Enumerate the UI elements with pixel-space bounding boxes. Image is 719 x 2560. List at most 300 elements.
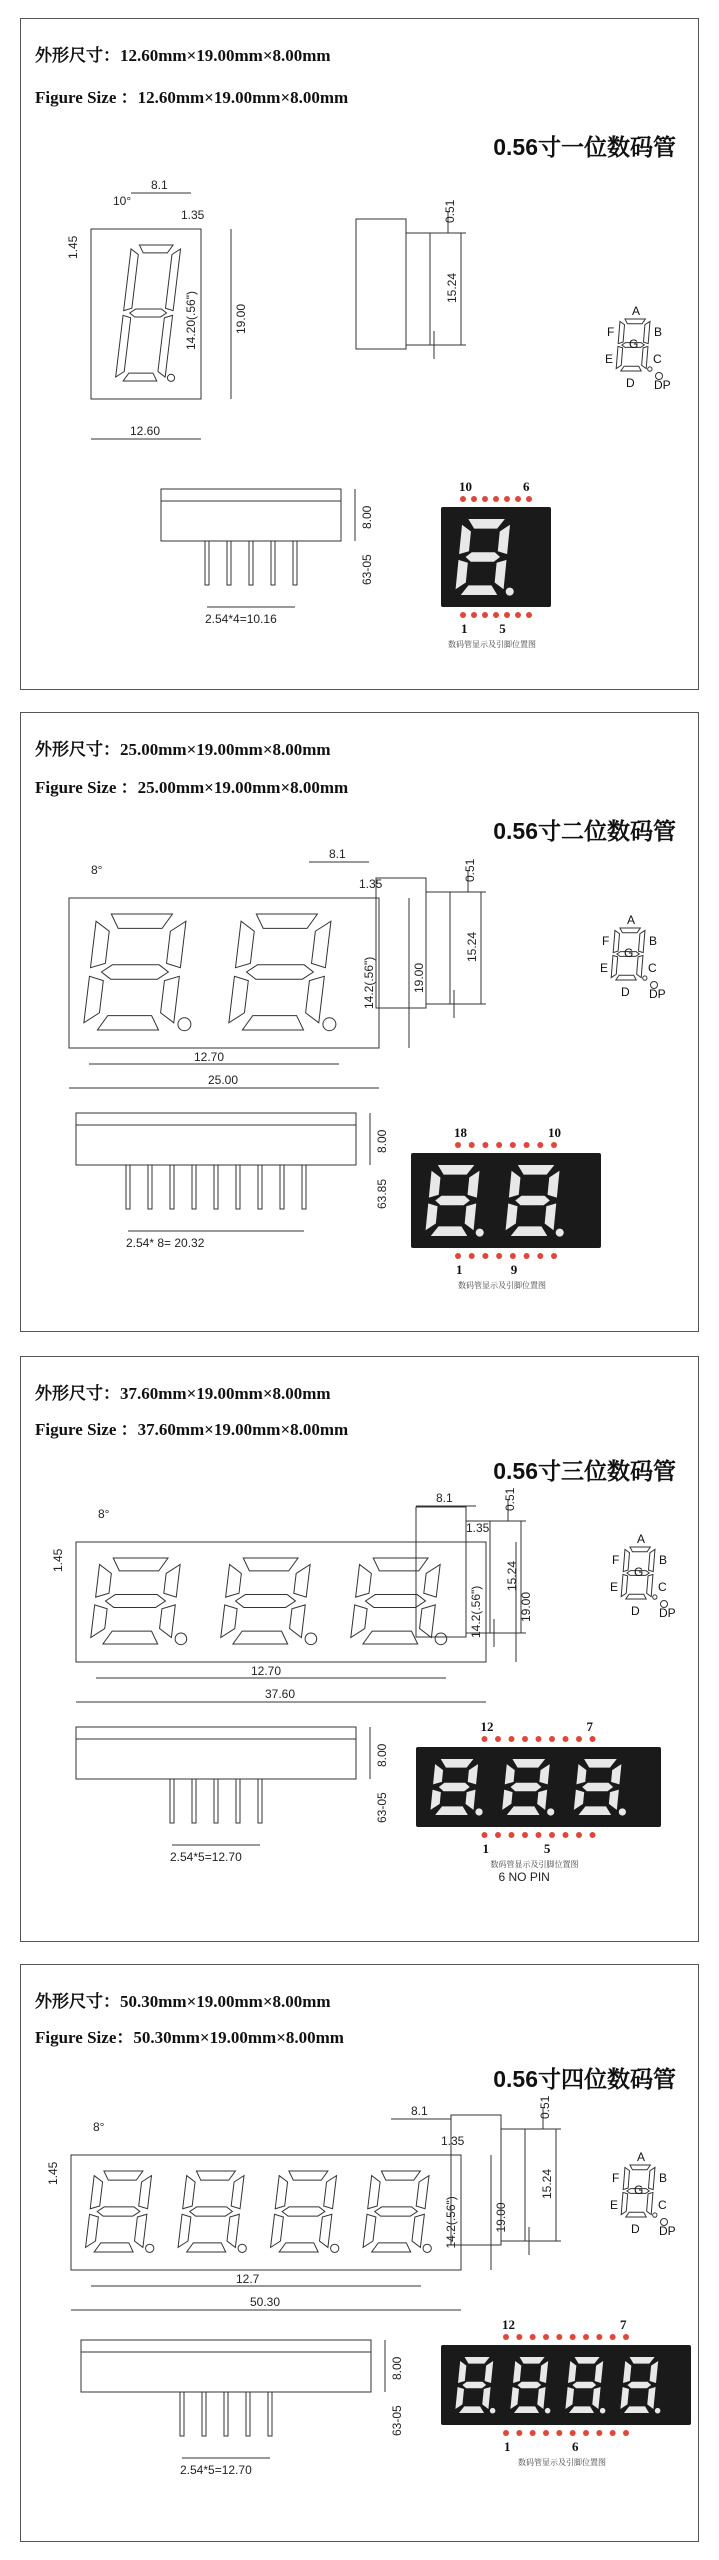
pin-dot-top xyxy=(551,1142,557,1148)
pin-num-bottom-last: 9 xyxy=(510,1262,518,1277)
label-d: D xyxy=(631,1604,640,1618)
panel-1-digit xyxy=(20,18,699,690)
label-e: E xyxy=(610,1580,619,1594)
dim-angle-label: 8° xyxy=(98,1507,110,1521)
display-caption: 数码管显示及引脚位置图 xyxy=(490,1860,579,1869)
label-c: C xyxy=(658,1580,667,1594)
pin-dot-top xyxy=(516,2334,522,2340)
pin-dot-top xyxy=(543,2334,549,2340)
pin-dot-bottom xyxy=(549,1832,555,1838)
label-d: D xyxy=(626,376,635,390)
pin-dot-bottom xyxy=(522,1832,528,1838)
seg-c xyxy=(647,1574,653,1596)
pin-dot-bottom xyxy=(495,1832,501,1838)
seg-b xyxy=(324,2176,337,2209)
dim-bottom-h-label: 8.00 xyxy=(390,2356,404,2380)
dim-left-label: 1.45 xyxy=(51,1548,65,1572)
led-seg-g xyxy=(435,1196,470,1206)
seg-c xyxy=(642,346,648,368)
dim-angle-label: 8° xyxy=(91,863,103,877)
pin-dot-bottom xyxy=(493,612,499,618)
label-g: G xyxy=(629,337,639,351)
pin-dot-bottom xyxy=(590,1832,596,1838)
pin-lead xyxy=(302,1165,306,1209)
pin-num-top-last: 6 xyxy=(523,479,530,494)
seg-e xyxy=(84,976,103,1022)
dim-pitch-label: 8.1 xyxy=(151,178,168,192)
seg-d xyxy=(242,1016,303,1030)
pin-dot-top xyxy=(570,2334,576,2340)
pin-dot-top xyxy=(522,1736,528,1742)
seg-e xyxy=(621,2192,627,2214)
seg-b xyxy=(649,2167,655,2189)
pin-dot-top xyxy=(471,496,477,502)
label-d: D xyxy=(631,2222,640,2236)
label-f: F xyxy=(612,1553,620,1567)
size-en: Figure Size ：25.00mm×19.00mm×8.00mm xyxy=(35,778,349,797)
bottom-body xyxy=(76,1727,356,1779)
dim-width-label: 37.60 xyxy=(265,1687,296,1701)
pin-dot-bottom xyxy=(596,2430,602,2436)
seg-f xyxy=(96,1564,112,1597)
label-dp: DP xyxy=(649,987,666,1001)
label-g: G xyxy=(634,1565,644,1579)
pin-lead xyxy=(214,1165,218,1209)
led-seg-g xyxy=(517,2382,541,2389)
pin-dot-top xyxy=(524,1142,530,1148)
dim-height-label: 19.00 xyxy=(412,962,426,993)
pin-dot-top xyxy=(504,496,510,502)
seg-dp xyxy=(423,2244,431,2252)
display-caption: 数码管显示及引脚位置图 xyxy=(458,1281,546,1290)
seg-dp xyxy=(238,2244,246,2252)
dim-digit-h-label: 14.20(.56") xyxy=(184,291,198,350)
dim-side-mid-label: 15.24 xyxy=(505,1560,519,1591)
pin-dot-bottom xyxy=(509,1832,515,1838)
dim-pin-len-label: 63.85 xyxy=(375,1178,389,1209)
label-c: C xyxy=(658,2198,667,2212)
seg-a xyxy=(625,319,645,324)
label-c: C xyxy=(653,352,662,366)
label-e: E xyxy=(610,2198,619,2212)
seg-e xyxy=(91,1605,107,1638)
label-d: D xyxy=(621,985,630,999)
pin-dot-bottom xyxy=(526,612,532,618)
pin-lead xyxy=(271,541,275,585)
pin-dot-top xyxy=(590,1736,596,1742)
seg-dp xyxy=(178,1018,191,1031)
panel-2-digit xyxy=(20,712,699,1332)
pin-num-bottom-last: 6 xyxy=(572,2439,579,2454)
dim-pin-pitch-label: 2.54* 8= 20.32 xyxy=(126,1236,205,1250)
led-seg-g xyxy=(510,1783,541,1792)
pin-lead xyxy=(205,541,209,585)
pin-num-top-first: 12 xyxy=(502,2317,515,2332)
seg-a xyxy=(104,2171,143,2180)
dim-pin-len-label: 63-05 xyxy=(375,1792,389,1823)
seg-b xyxy=(416,2176,429,2209)
seg-d xyxy=(626,1594,646,1599)
seg-dp xyxy=(323,1018,336,1031)
panel-title: 0.56寸四位数码管 xyxy=(493,2066,676,2092)
pin-num-top-last: 7 xyxy=(620,2317,627,2332)
label-b: B xyxy=(659,1553,668,1567)
seg-dp xyxy=(305,1633,317,1645)
seg-b xyxy=(649,1549,655,1571)
seg-c xyxy=(134,2214,146,2247)
side-body xyxy=(356,219,406,349)
pin-dot-bottom xyxy=(471,612,477,618)
pin-num-top-first: 10 xyxy=(459,479,472,494)
label-a: A xyxy=(637,2150,646,2164)
label-f: F xyxy=(607,325,615,339)
seg-f xyxy=(235,921,254,967)
pin-dot-top xyxy=(496,1142,502,1148)
panel-3-digit xyxy=(20,1356,699,1942)
seg-g xyxy=(375,2207,418,2216)
dim-spacing-label: 12.70 xyxy=(194,1050,225,1064)
label-a: A xyxy=(627,913,636,927)
seg-d xyxy=(97,1016,158,1030)
led-seg-dp xyxy=(490,2408,496,2414)
pin-dot-bottom xyxy=(510,1253,516,1259)
seg-b xyxy=(312,921,331,967)
pin-dot-top xyxy=(460,496,466,502)
seg-g xyxy=(235,1595,295,1608)
label-b: B xyxy=(649,934,658,948)
seg-f xyxy=(90,2176,102,2209)
label-a: A xyxy=(637,1532,646,1546)
seg-dp xyxy=(653,2213,657,2217)
dim-height-label: 19.00 xyxy=(234,303,248,334)
dim-pin-pitch-label: 2.54*4=10.16 xyxy=(205,612,277,626)
pin-dot-bottom xyxy=(543,2430,549,2436)
pin-num-top-last: 10 xyxy=(548,1125,561,1140)
seg-d xyxy=(187,2243,226,2252)
pin-dot-bottom xyxy=(524,1253,530,1259)
pin-dot-top xyxy=(495,1736,501,1742)
led-seg-g xyxy=(572,2382,596,2389)
dim-digit-h-label: 14.2(.56") xyxy=(469,1585,483,1638)
bottom-body xyxy=(161,489,341,541)
pin-dot-bottom xyxy=(482,612,488,618)
pin-lead xyxy=(224,2392,228,2436)
seg-f xyxy=(183,2176,195,2209)
pin-dot-bottom xyxy=(623,2430,629,2436)
pin-dot-bottom xyxy=(556,2430,562,2436)
label-a: A xyxy=(632,304,641,318)
pin-lead xyxy=(280,1165,284,1209)
seg-d xyxy=(372,2243,411,2252)
seg-f xyxy=(124,249,139,311)
dim-pitch-label: 8.1 xyxy=(329,847,346,861)
panel-4-digit xyxy=(20,1964,699,2542)
pin-dot-top xyxy=(469,1142,475,1148)
led-seg-g xyxy=(627,2382,651,2389)
pin-dot-top xyxy=(493,496,499,502)
seg-g xyxy=(105,1595,165,1608)
seg-d xyxy=(94,2243,133,2252)
seg-a xyxy=(620,928,640,933)
dim-right-label: 1.35 xyxy=(466,1521,490,1535)
pin-lead xyxy=(170,1779,174,1823)
label-e: E xyxy=(605,352,614,366)
seg-b xyxy=(231,2176,244,2209)
seg-a xyxy=(243,1558,298,1571)
dim-right-label: 1.35 xyxy=(441,2134,465,2148)
seg-d xyxy=(626,2212,646,2217)
dim-pitch-label: 8.1 xyxy=(411,2104,428,2118)
seg-g xyxy=(130,309,167,317)
side-body xyxy=(416,1507,466,1637)
seg-e xyxy=(229,976,248,1022)
seg-e xyxy=(616,346,622,368)
dim-pitch-label: 8.1 xyxy=(436,1491,453,1505)
seg-d xyxy=(279,2243,318,2252)
pin-dot-bottom xyxy=(455,1253,461,1259)
dim-digit-h-label: 14.2(.56") xyxy=(444,2196,458,2249)
seg-e xyxy=(178,2214,191,2247)
size-cn: 外形尺寸：25.00mm×19.00mm×8.00mm xyxy=(35,740,331,759)
seg-d xyxy=(363,1631,418,1644)
pin-dot-top xyxy=(556,2334,562,2340)
pin-dot-top xyxy=(583,2334,589,2340)
pin-dot-top xyxy=(537,1142,543,1148)
pin-dot-bottom xyxy=(563,1832,569,1838)
pin-dot-bottom xyxy=(583,2430,589,2436)
no-pin-note: 6 NO PIN xyxy=(498,1870,550,1884)
pin-lead xyxy=(268,2392,272,2436)
seg-dp xyxy=(146,2244,154,2252)
pin-num-top-first: 18 xyxy=(454,1125,467,1140)
seg-a xyxy=(256,914,317,928)
pin-dot-top xyxy=(623,2334,629,2340)
seg-f xyxy=(623,2167,629,2189)
pin-dot-bottom xyxy=(504,612,510,618)
pin-dot-top xyxy=(482,496,488,502)
pin-dot-top xyxy=(530,2334,536,2340)
pin-dot-bottom xyxy=(570,2430,576,2436)
seg-e xyxy=(351,1605,367,1638)
seg-a xyxy=(111,914,172,928)
seg-g xyxy=(246,965,313,979)
pin-lead xyxy=(258,1779,262,1823)
pin-dot-top xyxy=(515,496,521,502)
led-seg-dp xyxy=(506,588,514,596)
seg-c xyxy=(161,976,180,1022)
pin-dot-bottom xyxy=(536,1832,542,1838)
pin-num-top-last: 7 xyxy=(586,1719,593,1734)
seg-dp xyxy=(331,2244,339,2252)
dim-width-label: 25.00 xyxy=(208,1073,239,1087)
seg-d xyxy=(233,1631,288,1644)
seg-b xyxy=(166,249,181,311)
pin-dot-top xyxy=(549,1736,555,1742)
led-seg-g xyxy=(462,2382,486,2389)
label-g: G xyxy=(624,946,634,960)
seg-b xyxy=(167,921,186,967)
seg-b xyxy=(639,930,645,952)
pin-lead xyxy=(192,1165,196,1209)
label-f: F xyxy=(602,934,610,948)
seg-f xyxy=(618,321,624,343)
drawing-2-digit xyxy=(21,713,700,1333)
seg-c xyxy=(637,955,643,977)
pin-dot-top xyxy=(596,2334,602,2340)
seg-e xyxy=(221,1605,237,1638)
seg-f xyxy=(623,1549,629,1571)
front-body xyxy=(69,898,379,1048)
seg-e xyxy=(611,955,617,977)
pin-lead xyxy=(236,1779,240,1823)
seg-g xyxy=(190,2207,233,2216)
seg-e xyxy=(363,2214,376,2247)
size-cn: 外形尺寸：12.60mm×19.00mm×8.00mm xyxy=(35,46,331,65)
pin-num-bottom-first: 1 xyxy=(461,621,468,636)
size-en: Figure Size ：12.60mm×19.00mm×8.00mm xyxy=(35,88,349,107)
led-seg-g xyxy=(466,552,501,562)
pin-lead xyxy=(246,2392,250,2436)
pin-dot-bottom xyxy=(530,2430,536,2436)
seg-e xyxy=(86,2214,99,2247)
led-seg-dp xyxy=(619,1808,626,1815)
pin-num-bottom-last: 5 xyxy=(543,1841,551,1856)
dim-right-label: 1.35 xyxy=(181,208,205,222)
pin-dot-top xyxy=(510,1142,516,1148)
pin-dot-top xyxy=(503,2334,509,2340)
pin-dot-top xyxy=(576,1736,582,1742)
seg-c xyxy=(319,2214,331,2247)
pin-lead xyxy=(258,1165,262,1209)
seg-a xyxy=(630,2165,650,2170)
seg-b xyxy=(644,321,650,343)
dim-side-mid-label: 15.24 xyxy=(465,931,479,962)
drawing-3-digit xyxy=(21,1357,700,1943)
pin-dot-bottom xyxy=(515,612,521,618)
led-seg-dp xyxy=(655,2408,661,2414)
seg-c xyxy=(420,1605,436,1638)
pin-num-top-first: 12 xyxy=(480,1719,494,1734)
pin-dot-bottom xyxy=(537,1253,543,1259)
seg-d xyxy=(621,366,641,371)
pin-lead xyxy=(180,2392,184,2436)
seg-c xyxy=(160,1605,176,1638)
pin-dot-bottom xyxy=(503,2430,509,2436)
seg-f xyxy=(275,2176,287,2209)
pin-dot-bottom xyxy=(482,1832,488,1838)
pin-lead xyxy=(249,541,253,585)
seg-f xyxy=(368,2176,380,2209)
label-dp: DP xyxy=(659,2224,676,2238)
seg-a xyxy=(630,1547,650,1552)
panel-title: 0.56寸二位数码管 xyxy=(493,818,676,844)
seg-a xyxy=(373,1558,428,1571)
seg-a xyxy=(196,2171,235,2180)
seg-f xyxy=(356,1564,372,1597)
dim-angle-label: 10° xyxy=(113,194,132,208)
bottom-body xyxy=(76,1113,356,1165)
dim-width-label: 12.60 xyxy=(130,424,161,438)
dim-left-label: 1.45 xyxy=(46,2161,60,2185)
seg-d xyxy=(103,1631,158,1644)
pin-dot-top xyxy=(526,496,532,502)
drawing-4-digit xyxy=(21,1965,700,2543)
seg-e xyxy=(271,2214,284,2247)
label-dp: DP xyxy=(659,1606,676,1620)
panel-title: 0.56寸一位数码管 xyxy=(493,134,676,160)
pin-lead xyxy=(227,541,231,585)
label-b: B xyxy=(659,2171,668,2185)
dim-pin-len-label: 63-05 xyxy=(390,2405,404,2436)
dim-left-label: 1.45 xyxy=(66,235,80,259)
pin-lead xyxy=(192,1779,196,1823)
pin-num-bottom-last: 5 xyxy=(499,621,506,636)
dim-angle-label: 8° xyxy=(93,2120,105,2134)
pin-lead xyxy=(202,2392,206,2436)
pin-dot-top xyxy=(482,1736,488,1742)
pin-dot-bottom xyxy=(610,2430,616,2436)
seg-a xyxy=(113,1558,168,1571)
led-seg-g xyxy=(439,1783,470,1792)
seg-b xyxy=(294,1564,310,1597)
led-seg-dp xyxy=(476,1229,484,1237)
seg-b xyxy=(139,2176,152,2209)
dim-side-top-label: 0.51 xyxy=(463,858,477,882)
seg-dp xyxy=(653,1595,657,1599)
bottom-body xyxy=(81,2340,371,2392)
seg-c xyxy=(158,315,173,377)
panel-title: 0.56寸三位数码管 xyxy=(493,1458,676,1484)
dim-right-label: 1.35 xyxy=(359,877,383,891)
dim-bottom-h-label: 8.00 xyxy=(375,1743,389,1767)
dim-spacing-label: 12.7 xyxy=(236,2272,260,2286)
dim-digit-h-label: 14.2(.56") xyxy=(362,956,376,1009)
seg-g xyxy=(97,2207,140,2216)
seg-dp xyxy=(167,374,174,381)
dim-side-mid-label: 15.24 xyxy=(540,2168,554,2199)
label-dp: DP xyxy=(654,378,671,392)
pin-dot-top xyxy=(536,1736,542,1742)
pin-dot-top xyxy=(482,1142,488,1148)
pin-dot-bottom xyxy=(482,1253,488,1259)
dim-side-top-label: 0.51 xyxy=(538,2095,552,2119)
pin-dot-bottom xyxy=(551,1253,557,1259)
pin-num-bottom-first: 1 xyxy=(482,1841,489,1856)
led-seg-dp xyxy=(545,2408,551,2414)
pin-num-bottom-first: 1 xyxy=(504,2439,511,2454)
dim-spacing-label: 12.70 xyxy=(251,1664,282,1678)
pin-dot-bottom xyxy=(460,612,466,618)
seg-c xyxy=(306,976,325,1022)
display-caption: 数码管显示及引脚位置图 xyxy=(518,2458,606,2467)
pin-dot-top xyxy=(610,2334,616,2340)
seg-c xyxy=(412,2214,424,2247)
size-en: Figure Size ：37.60mm×19.00mm×8.00mm xyxy=(35,1420,349,1439)
led-seg-g xyxy=(515,1196,550,1206)
led-seg-dp xyxy=(547,1808,554,1815)
seg-c xyxy=(227,2214,239,2247)
dim-bottom-h-label: 8.00 xyxy=(360,505,374,529)
drawing-1-digit xyxy=(21,19,700,691)
seg-dp xyxy=(175,1633,187,1645)
seg-d xyxy=(616,975,636,980)
pin-num-bottom-first: 1 xyxy=(456,1262,463,1277)
size-en: Figure Size：50.30mm×19.00mm×8.00mm xyxy=(35,2028,344,2047)
size-cn: 外形尺寸：50.30mm×19.00mm×8.00mm xyxy=(35,1992,331,2011)
seg-b xyxy=(164,1564,180,1597)
pin-lead xyxy=(126,1165,130,1209)
seg-g xyxy=(282,2207,325,2216)
